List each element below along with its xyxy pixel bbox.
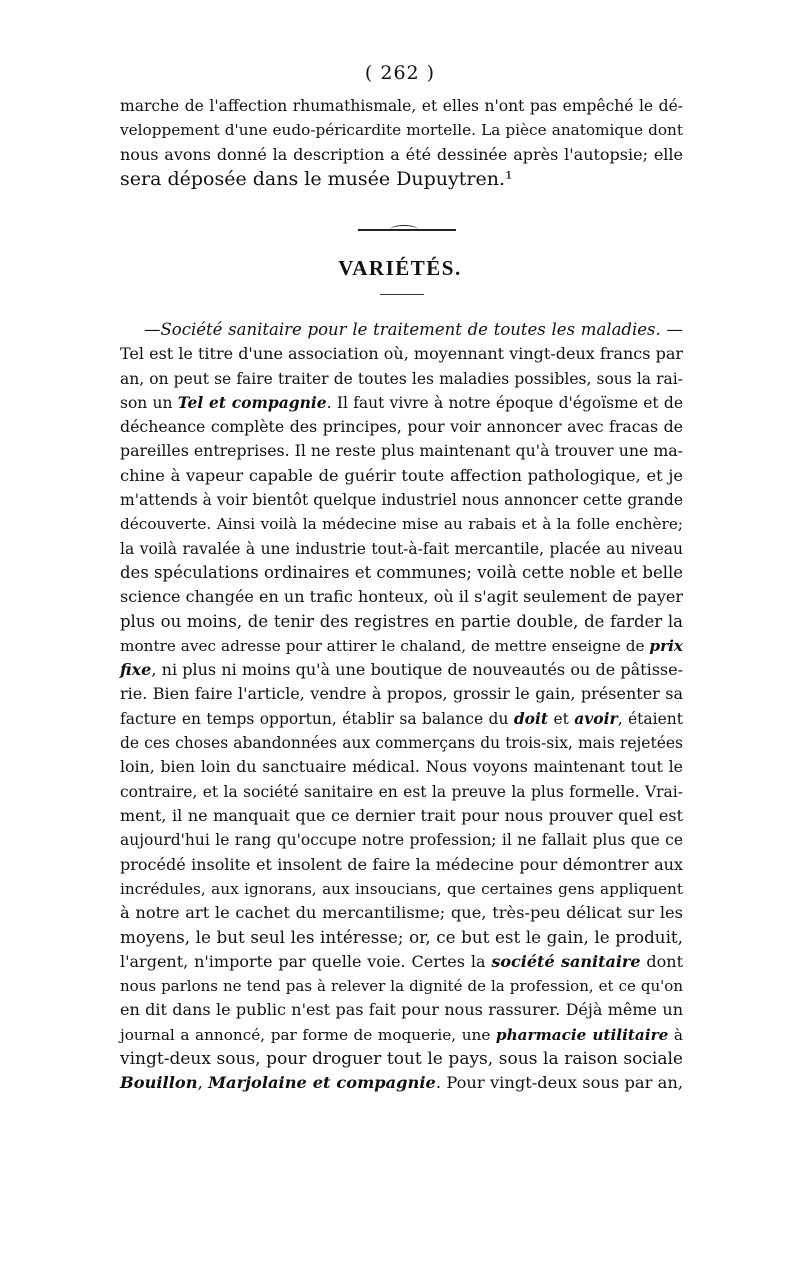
text-span: . Il faut vivre à notre époque d'égoïsme et de [326, 393, 684, 412]
text-line: chine à vapeur capable de guérir toute affection pathologique, et je [120, 465, 683, 485]
heading-dash-end: — [660, 320, 684, 339]
text-line: an, on peut se faire traiter de toutes les maladies possibles, sous la rai- [120, 369, 683, 388]
text-span: , étaient [617, 709, 683, 728]
text-span: montre avec adresse pour attirer le chaland, de mettre enseigne de [120, 636, 650, 655]
text-span: dont [640, 951, 683, 971]
text-line: rie. Bien faire l'article, vendre à propos, grossir le gain, présenter sa [120, 684, 683, 704]
emphasis-doit: doit [513, 708, 549, 728]
article-heading-title: Société sanitaire pour le traitement de toutes les maladies. [160, 320, 661, 339]
text-line [120, 950, 683, 974]
page-number: ( 262 ) [364, 62, 436, 84]
text-line: ment, il ne manquait que ce dernier trait pour nous prouver quel est [120, 805, 683, 825]
text-line: contraire, et la société sanitaire en est la preuve la plus formelle. Vrai- [120, 782, 683, 801]
text-line: Tel est le titre d'une association où, moyennant vingt-deux francs par [120, 344, 683, 364]
text-line [120, 658, 683, 682]
text-line: moyens, le but seul les intéresse; or, ce but est le gain, le produit, [120, 927, 683, 948]
heading-dash: — [144, 320, 161, 339]
text-line: m'attends à voir bientôt quelque industriel nous annoncer cette grande [120, 491, 683, 510]
emphasis-prix: prix [649, 636, 683, 655]
text-span: et [548, 709, 575, 728]
text-line: à notre art le cachet du mercantilisme; que, très-peu délicat sur les [120, 903, 683, 923]
text-span: journal a annoncé, par forme de moquerie, une [120, 1025, 496, 1044]
text-line: pareilles entreprises. Il ne reste plus maintenant qu'à trouver une ma- [120, 441, 683, 461]
text-line [120, 634, 683, 658]
text-span: facture en temps opportun, établir sa balance du [120, 709, 514, 728]
text-line: aujourd'hui le rang qu'occupe notre profession; il ne fallait plus que ce [120, 831, 683, 850]
emphasis-tel-et-compagnie: Tel et compagnie [177, 392, 327, 412]
text-span: à [668, 1025, 683, 1044]
text-span: l'argent, n'importe par quelle voie. Certes la [120, 951, 492, 971]
emphasis-societe-sanitaire: société sanitaire [491, 951, 641, 971]
text-span: . Pour vingt-deux sous par an, [435, 1073, 683, 1093]
emphasis-marjolaine: Marjolaine et compagnie [208, 1073, 436, 1093]
text-line: nous avons donné la description a été dessinée après l'autopsie; elle [120, 144, 683, 164]
text-line: marche de l'affection rhumathismale, et elles n'ont pas empêché le dé- [120, 97, 683, 115]
text-line: science changée en un trafic honteux, où il s'agit seulement de payer [120, 587, 683, 607]
text-line: des spéculations ordinaires et communes; voilà cette noble et belle [120, 562, 684, 582]
text-line [120, 707, 683, 731]
text-line: veloppement d'une eudo-péricardite mortelle. La pièce anatomique dont [120, 121, 683, 140]
text-line: nous parlons ne tend pas à relever la dignité de la profession, et ce qu'on [120, 977, 683, 996]
emphasis-avoir: avoir [574, 708, 618, 728]
text-line: incrédules, aux ignorans, aux insoucians, que certaines gens appliquent [120, 879, 683, 898]
text-line [120, 391, 683, 415]
section-title: VARIÉTÉS. [338, 256, 462, 280]
emphasis-pharmacie-utilitaire: pharmacie utilitaire [495, 1025, 669, 1044]
text-line: plus ou moins, de tenir des registres en partie double, de farder la [120, 611, 683, 631]
text-line: procédé insolite et insolent de faire la médecine pour démontrer aux [120, 854, 683, 874]
text-span: , [197, 1073, 209, 1093]
emphasis-bouillon: Bouillon [120, 1073, 198, 1093]
closing-paragraph [120, 94, 683, 191]
text-line [120, 1071, 683, 1095]
text-line: en dit dans le public n'est pas fait pour nous rassurer. Déjà même un [120, 1000, 683, 1020]
text-line: de ces choses abandonnées aux commerçans du trois-six, mais rejetées [120, 734, 683, 753]
emphasis-fixe: fixe [120, 660, 152, 680]
text-line [120, 1023, 683, 1047]
text-line: loin, bien loin du sanctuaire médical. Nous voyons maintenant tout le [120, 757, 683, 777]
text-line: vingt-deux sous, pour droguer tout le pays, sous la raison sociale [120, 1048, 683, 1069]
text-line: sera déposée dans le musée Dupuytren.¹ [120, 167, 513, 190]
short-divider [380, 294, 424, 295]
text-line: la voilà ravalée à une industrie tout-à-fait mercantile, placée au niveau [120, 539, 683, 558]
text-line: découverte. Ainsi voilà la médecine mise au rabais et à la folle enchère; [120, 515, 683, 534]
article-varietes [120, 318, 683, 1096]
divider-ornament [390, 225, 418, 234]
text-span: , ni plus ni moins qu'à une boutique de nouveautés ou de pâtisse- [151, 660, 683, 680]
text-line: décheance complète des principes, pour voir annoncer avec fracas de [120, 417, 683, 437]
article-heading [120, 318, 683, 342]
text-span: son un [120, 393, 178, 412]
